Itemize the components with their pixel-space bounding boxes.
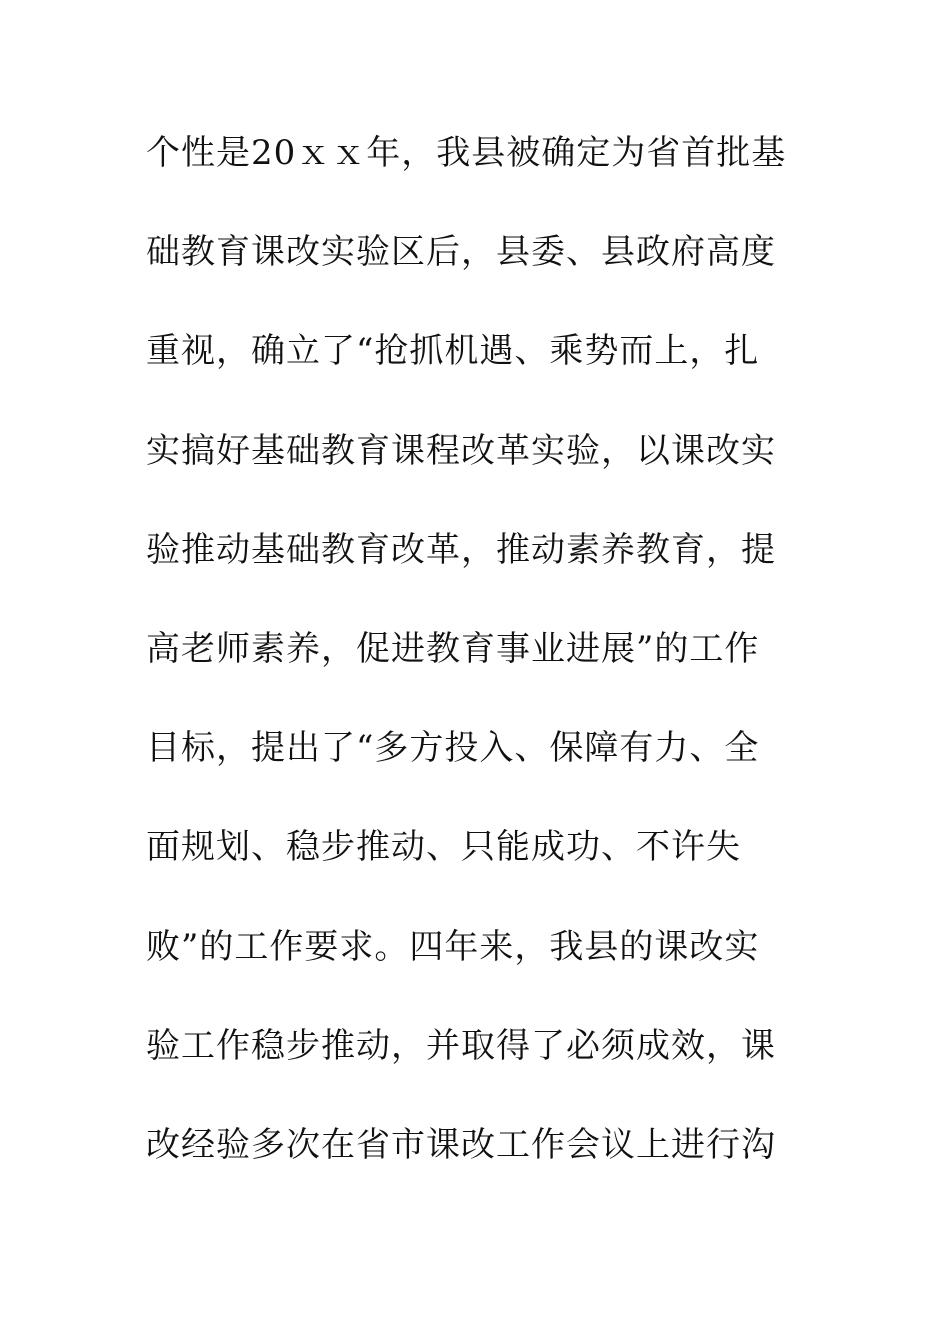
text-line: 高老师素养，促进教育事业进展”的工作 bbox=[146, 628, 760, 669]
text-line: 面规划、稳步推动、只能成功、不许失 bbox=[146, 827, 741, 868]
text-line: 败”的工作要求。四年来，我县的课改实 bbox=[146, 926, 760, 967]
text-line: 改经验多次在省市课改工作会议上进行沟 bbox=[146, 1124, 776, 1165]
text-line: 础教育课改实验区后，县委、县政府高度 bbox=[146, 232, 776, 273]
text-line: 验工作稳步推动，并取得了必须成效，课 bbox=[146, 1025, 776, 1066]
text-line: 重视，确立了“抢抓机遇、乘势而上，扎 bbox=[146, 331, 760, 372]
text-line: 实搞好基础教育课程改革实验，以课改实 bbox=[146, 430, 776, 471]
text-line: 验推动基础教育改革，推动素养教育，提 bbox=[146, 529, 776, 570]
body-paragraph bbox=[146, 120, 826, 1211]
text-line: 目标，提出了“多方投入、保障有力、全 bbox=[146, 728, 760, 769]
text-line: 个性是20ｘｘ年，我县被确定为省首批基 bbox=[146, 133, 787, 173]
